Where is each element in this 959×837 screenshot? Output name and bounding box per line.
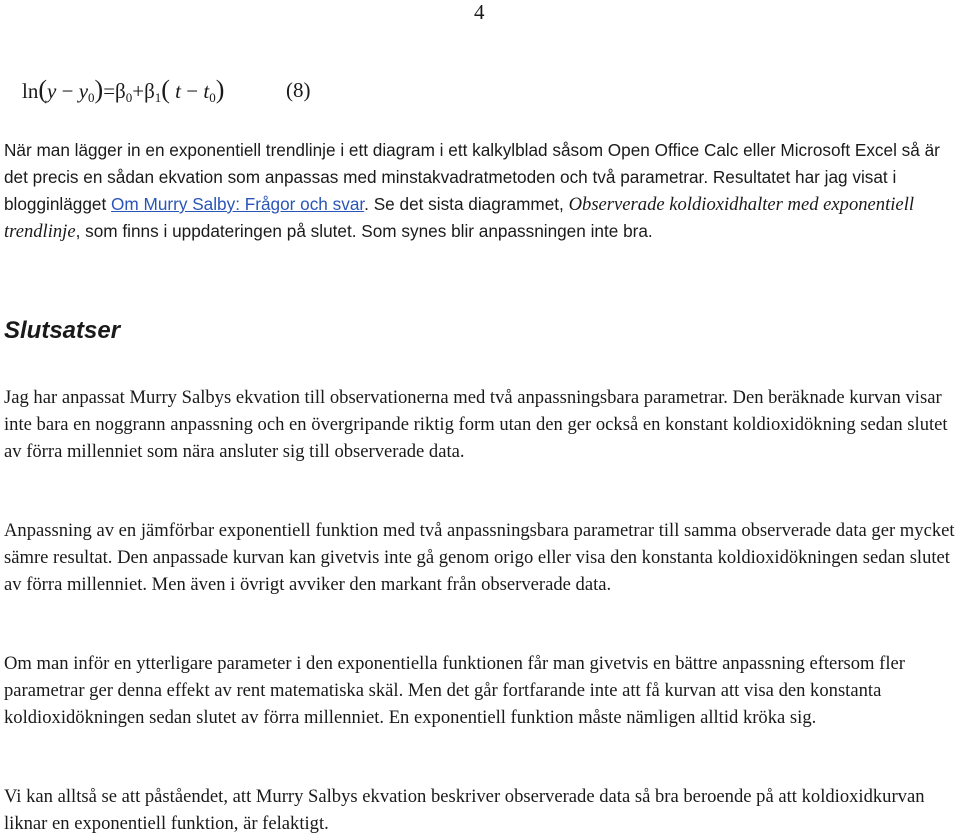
var-t: t (175, 79, 182, 103)
section-heading: Slutsatser (4, 317, 121, 344)
open-paren: ( (161, 75, 170, 104)
paragraph-conclusion-4: Vi kan alltså se att påståendet, att Murry Salbys ekvation beskriver observerade data så bra beroende på att koldioxidkurvan liknar en exponentiell funktion, är felaktigt. (4, 786, 925, 834)
var-y: y (47, 79, 57, 103)
paragraph-text: När man lägger in en exponentiell trendlinje i ett diagram i ett kalkylblad såsom Open Office Calc eller Microsoft Excel så är det precis en sådan ekvation som anpassas med minstakvadratmetoden och två parametrar. Resultatet har jag visat i blogginlägget Om Murry Salby: Frågor och svar. Se det sista diagrammet, (4, 140, 940, 214)
diagram-title: Observerade koldioxidhalter med exponentiell trendlinje (4, 194, 915, 242)
equation (22, 76, 224, 105)
paragraph-text: , som finns i uppdateringen på slutet. Som synes blir anpassningen inte bra. (75, 221, 653, 241)
paragraph-conclusion-1: Jag har anpassat Murry Salbys ekvation till observationerna med två anpassningsbara parametrar. Den beräknade kurvan visar inte bara en noggrann anpassning och en övergripande riktig form utan den ger också en konstant koldioxidökning sedan slutet av förra millenniet som nära ansluter sig till observerade data. (4, 387, 948, 462)
ln-operator: ln (22, 79, 39, 103)
beta1: β (144, 79, 155, 103)
minus-sign: − (186, 79, 199, 103)
subscript: 0 (209, 90, 216, 105)
var-y0: y (78, 79, 89, 103)
equation-number: (8) (286, 78, 311, 102)
subscript: 0 (125, 90, 133, 105)
subscript: 0 (88, 90, 95, 105)
paragraph-conclusion-3: Om man inför en ytterligare parameter i den exponentiella funktionen får man givetvis en bättre anpassning eftersom fler parametrar ger denna effekt av rent matematiska skäl. Men det går fortfarande inte att få kurvan att visa den konstanta koldioxidökningen sedan slutet av förra millenniet. En exponentiell funktion måste nämligen alltid kröka sig. (4, 653, 905, 728)
minus-sign: − (61, 79, 74, 103)
page-number: 4 (474, 0, 485, 24)
blog-post-link[interactable]: Om Murry Salby: Frågor och svar (111, 194, 365, 214)
var-t0: t (203, 79, 210, 103)
close-paren: ) (215, 75, 225, 104)
paragraph-conclusion-2: Anpassning av en jämförbar exponentiell funktion med två anpassningsbara parametrar till samma observerade data ger mycket sämre resultat. Den anpassade kurvan kan givetvis inte gå genom origo eller visa den konstanta koldioxidökningen sedan slutet av förra millenniet. Men även i övrigt avviker den markant från observerade data. (4, 520, 955, 595)
open-paren: ( (38, 75, 48, 104)
paragraph-intro (4, 137, 956, 245)
beta0: β (115, 79, 126, 103)
plus-sign: + (132, 79, 145, 103)
equals-sign: = (103, 79, 116, 103)
subscript: 1 (154, 90, 162, 105)
close-paren: ) (94, 75, 104, 104)
